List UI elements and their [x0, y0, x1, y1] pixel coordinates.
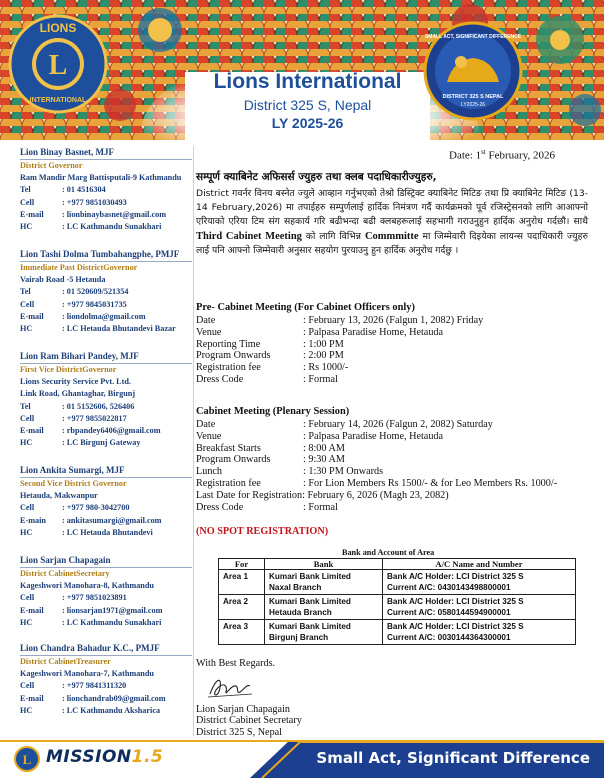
- bank-name: Kumari Bank Limited: [269, 572, 351, 581]
- contact-label: E-mail: [20, 693, 44, 703]
- date-suffix-sup: st: [481, 148, 486, 156]
- logo-text-top: LIONS: [39, 21, 77, 35]
- contact-row: [20, 592, 192, 604]
- detail-row: [196, 466, 588, 478]
- email-link[interactable]: : lionbinaybasnet@gmail.com: [62, 209, 167, 219]
- detail-row: [196, 350, 588, 362]
- contact-value: : 01 520609/521354: [62, 287, 129, 297]
- detail-label: Program Onwards: [196, 454, 271, 466]
- detail-value: : Rs 1000/-: [303, 362, 349, 374]
- letterhead-title: [195, 70, 420, 136]
- pre-cabinet-title: Pre- Cabinet Meeting (For Cabinet Officers only): [196, 302, 415, 313]
- date-rest: February, 2026: [485, 149, 555, 162]
- officer-card: [20, 248, 192, 335]
- officer-role: District Governor: [20, 161, 83, 170]
- detail-value: : Formal: [303, 501, 338, 513]
- officer-card: [20, 554, 192, 629]
- signer-title: District Cabinet Secretary: [196, 715, 302, 727]
- contact-label: Cell: [20, 593, 35, 603]
- table-row: [219, 620, 576, 645]
- contact-value: : +977 9841311320: [62, 681, 127, 691]
- bank-branch: Naxal Branch: [269, 583, 322, 592]
- area-cell: Area 3: [219, 620, 265, 645]
- pre-cabinet-details: [196, 315, 588, 386]
- area-cell: Area 2: [219, 595, 265, 620]
- contact-row: [20, 184, 192, 196]
- date-prefix: Date: 1: [449, 149, 482, 162]
- letterhead: [0, 0, 604, 140]
- officer-name: Lion Ram Bihari Pandey, MJF: [20, 351, 139, 361]
- contact-label: HC: [20, 617, 33, 627]
- account-cell: [383, 620, 576, 645]
- bank-cell: [265, 570, 383, 595]
- officer-address: Kageshwori Manohara-7, Kathmandu: [20, 669, 154, 679]
- officer-role: Immediate Past DistrictGovernor: [20, 263, 138, 272]
- officer-name: Lion Tashi Dolma Tumbahangphe, PMJF: [20, 249, 180, 259]
- bank-branch: Birgunj Branch: [269, 633, 329, 642]
- officer-card: [20, 350, 192, 449]
- contact-label: HC: [20, 222, 33, 232]
- contact-label: E-main: [20, 515, 46, 525]
- area-cell: Area 1: [219, 570, 265, 595]
- letter-body: [196, 144, 591, 744]
- detail-label: Dress Code: [196, 373, 244, 385]
- officer-card: [20, 464, 192, 539]
- salutation: सम्पूर्ण क्याबिनेट अफिसर्स ज्युहरु तथा क्लब पदाधिकारीज्युहरु,: [196, 171, 437, 183]
- signer-name: Lion Sarjan Chapagain: [196, 704, 290, 715]
- officer-card: [20, 642, 192, 717]
- detail-value: : February 14, 2026 (Falgun 2, 2082) Saturday: [303, 419, 493, 430]
- column-header: For: [219, 559, 265, 570]
- account-number: Current A/C: 0580144594900001: [387, 608, 511, 617]
- divider: [20, 159, 192, 160]
- district-theme-logo: [423, 20, 523, 122]
- email-link[interactable]: : lionsarjan1971@gmail.com: [62, 605, 163, 615]
- contact-row: [20, 425, 192, 437]
- divider: [20, 261, 192, 262]
- detail-row: [196, 315, 588, 327]
- account-number: Current A/C: 0430143498800001: [387, 583, 511, 592]
- detail-value: : Palpasa Paradise Home, Hetauda: [303, 326, 444, 338]
- cabinet-details: [196, 419, 588, 513]
- officer-address: Ram Mandir Marg Battisputali-9 Kathmandu: [20, 173, 182, 183]
- detail-label: Reporting Time: [196, 338, 261, 350]
- signer-district: District 325 S, Nepal: [196, 726, 283, 738]
- contact-row: [20, 502, 192, 514]
- contact-label: E-mail: [20, 209, 44, 219]
- contact-label: Cell: [20, 413, 35, 423]
- contact-value: : 01 5152606, 526406: [62, 401, 135, 411]
- column-header: Bank: [265, 559, 383, 570]
- detail-label: Registration fee: [196, 362, 261, 374]
- contact-row: [20, 605, 192, 617]
- divider: [20, 477, 192, 478]
- contact-label: Cell: [20, 503, 35, 513]
- officer-address: Hetauda, Makwanpur: [20, 491, 98, 501]
- svg-text:L: L: [22, 752, 32, 767]
- signer-block: [196, 704, 302, 738]
- divider: [20, 567, 192, 568]
- detail-row: [196, 431, 588, 443]
- detail-label: Date: [196, 419, 216, 430]
- detail-label: Date: [196, 315, 216, 326]
- contact-row: [20, 209, 192, 221]
- contact-label: HC: [20, 705, 33, 715]
- bank-branch: Hetauda Branch: [269, 608, 332, 617]
- detail-value: : For Lion Members Rs 1500/- & for Leo Members Rs. 1000/-: [303, 477, 558, 489]
- account-cell: [383, 570, 576, 595]
- detail-value: : Palpasa Paradise Home, Hetauda: [303, 430, 444, 442]
- para-text: District गवर्नर विनय बस्नेत ज्युले आव्हान गर्नुभएको तेश्रो डिस्ट्रिक्ट क्याबिनेट मिटिङ तथा प्रि क्याबिनेट मिटिङ (13-14 February,2026) मा तपाईहरु सम्पुर्णलाई हार्दिक निमंत्रण गर्दै कार्यक्रमको पूर्व रजिस्ट्रेसनको लागि आआफ्नो एरियाको एरिया टिम संग सहकार्य गरि बढीभन्दा बढी क्लबहरूलाई सहभागी गराउनुहुन हार्दिक अनुरोध गर्दछौ। साथै: [196, 188, 588, 228]
- detail-label: Dress Code: [196, 501, 244, 513]
- detail-value: : 2:00 PM: [303, 350, 344, 362]
- contact-row: [20, 617, 192, 629]
- registration-deadline: Last Date for Registration: February 6, 2026 (Magh 23, 2082): [196, 489, 449, 501]
- table-header-row: [219, 559, 576, 570]
- contact-row: [20, 311, 192, 323]
- contact-label: HC: [20, 324, 33, 334]
- footer-slogan: Small Act, Significant Difference: [316, 749, 590, 767]
- detail-value: : February 13, 2026 (Falgun 1, 2082) Friday: [303, 315, 484, 326]
- contact-row: [20, 286, 192, 298]
- mission-number: 1.5: [131, 747, 164, 767]
- bank-table-caption: Bank and Account of Area: [342, 548, 435, 557]
- detail-value: : 1:00 PM: [303, 338, 344, 350]
- officers-sidebar: [20, 146, 192, 736]
- officer-role: Second Vice District Governor: [20, 479, 127, 488]
- contact-value: : +977 9845031735: [62, 299, 127, 309]
- email-link[interactable]: : ankitasumargi@gmail.com: [62, 515, 162, 525]
- contact-row: [20, 323, 192, 335]
- officer-address: Vairab Road -5 Hetauda: [20, 275, 106, 285]
- account-cell: [383, 595, 576, 620]
- bank-name: Kumari Bank Limited: [269, 597, 351, 606]
- bank-name: Kumari Bank Limited: [269, 622, 351, 631]
- contact-label: E-mail: [20, 426, 44, 436]
- mission-logo-text: [46, 747, 163, 767]
- detail-value: : 9:30 AM: [303, 454, 345, 466]
- contact-value: : LC Kathmandu Aksharica: [62, 705, 161, 715]
- table-row: [219, 595, 576, 620]
- para-bold-meeting: Third Cabinet Meeting: [196, 230, 302, 242]
- contact-value: : LC Kathmandu Sunakhari: [62, 617, 162, 627]
- divider: [20, 655, 192, 656]
- mission-word: MISSION: [46, 747, 132, 767]
- detail-row: [196, 454, 588, 466]
- contact-label: Tel: [20, 287, 31, 297]
- email-link[interactable]: : rbpandey6406@gmail.com: [62, 426, 161, 436]
- bank-cell: [265, 595, 383, 620]
- detail-value: : 8:00 AM: [303, 442, 345, 454]
- email-link[interactable]: : liondolma@gmail.com: [62, 311, 146, 321]
- officer-address: Kageshwori Manohara-8, Kathmandu: [20, 581, 154, 591]
- detail-row: [196, 478, 588, 490]
- detail-row: [196, 502, 588, 514]
- lions-international-logo: [8, 4, 108, 122]
- account-number: Current A/C: 0030144364300001: [387, 633, 511, 642]
- column-header: A/C Name and Number: [383, 559, 576, 570]
- contact-row: [20, 515, 192, 527]
- officer-name: Lion Ankita Sumargi, MJF: [20, 465, 125, 475]
- contact-value: : LC Hetauda Bhutandevi: [62, 527, 153, 537]
- email-link[interactable]: : lionchandrab09@gmail.com: [62, 693, 166, 703]
- right-logo-slogan: SMALL ACT, SIGNIFICANT DIFFERENCE: [424, 34, 522, 40]
- organization-name: Lions International: [213, 70, 402, 93]
- account-holder: Bank A/C Holder: LCI District 325 S: [387, 597, 524, 606]
- contact-label: HC: [20, 438, 33, 448]
- district-name: District 325 S, Nepal: [243, 97, 372, 113]
- lions-emblem-icon: [14, 746, 40, 772]
- officer-name: Lion Binay Basnet, MJF: [20, 147, 115, 157]
- table-row: [219, 570, 576, 595]
- detail-row: [196, 419, 588, 431]
- contact-label: Tel: [20, 185, 31, 195]
- detail-label: Program Onwards: [196, 350, 271, 362]
- no-spot-registration-notice: (NO SPOT REGISTRATION): [196, 526, 329, 537]
- contact-row: [20, 413, 192, 425]
- para-text: मा जिम्मेवारी दिइयेका लायन्स पदाधिकारी ज्युहरु लाई पनि आफ्नो जिम्मेवारी अनुसार सहयोग पुरयाउनु हुन हार्दिक अनुरोध गर्दछु ।: [196, 230, 588, 256]
- contact-label: E-mail: [20, 605, 44, 615]
- invitation-paragraph: [196, 187, 588, 258]
- detail-label: Breakfast Starts: [196, 442, 261, 454]
- right-logo-year: LY2025-26: [460, 102, 486, 108]
- contact-row: [20, 437, 192, 449]
- contact-label: Tel: [20, 401, 31, 411]
- officer-role: First Vice DistrictGovernor: [20, 365, 117, 374]
- contact-value: : +977 9851030493: [62, 197, 127, 207]
- detail-row: [196, 443, 588, 455]
- closing-regards: With Best Regards.: [196, 658, 276, 669]
- contact-row: [20, 197, 192, 209]
- detail-row: [196, 362, 588, 374]
- logo-text-bottom: INTERNATIONAL: [29, 97, 87, 104]
- contact-label: E-mail: [20, 311, 44, 321]
- contact-label: Cell: [20, 299, 35, 309]
- detail-label: Venue: [196, 430, 222, 442]
- detail-label: Registration fee: [196, 477, 261, 489]
- bank-cell: [265, 620, 383, 645]
- detail-value: : Formal: [303, 373, 338, 385]
- officer-role: District CabinetTreasurer: [20, 657, 111, 666]
- account-holder: Bank A/C Holder: LCI District 325 S: [387, 622, 524, 631]
- detail-label: Venue: [196, 326, 222, 338]
- contact-label: HC: [20, 527, 33, 537]
- contact-row: [20, 693, 192, 705]
- contact-value: : +977 9855022817: [62, 413, 127, 423]
- contact-label: Cell: [20, 197, 35, 207]
- letter-date: [449, 148, 555, 162]
- contact-row: [20, 299, 192, 311]
- detail-row: [196, 339, 588, 351]
- officer-address: Link Road, Ghantaghar, Birgunj: [20, 389, 136, 399]
- detail-row: [196, 327, 588, 339]
- detail-value: : 1:30 PM Onwards: [303, 466, 384, 478]
- officer-card: [20, 146, 192, 233]
- sidebar-divider: [193, 146, 194, 736]
- divider: [20, 363, 192, 364]
- contact-row: [20, 401, 192, 413]
- bank-accounts-table: [218, 558, 576, 645]
- contact-row: [20, 527, 192, 539]
- detail-label: Lunch: [196, 466, 223, 478]
- para-bold-committee: Commmitte: [364, 230, 419, 242]
- detail-row: [196, 374, 588, 386]
- account-holder: Bank A/C Holder: LCI District 325 S: [387, 572, 524, 581]
- contact-value: : +977 9851023891: [62, 593, 127, 603]
- right-logo-district: DISTRICT 325 S NEPAL: [442, 94, 504, 100]
- signature-image: [206, 672, 256, 702]
- officer-name: Lion Sarjan Chapagain: [20, 555, 111, 565]
- contact-value: : 01 4516304: [62, 185, 106, 195]
- contact-row: [20, 221, 192, 233]
- officer-name: Lion Chandra Bahadur K.C., PMJF: [20, 643, 160, 653]
- officer-address: Lions Security Service Pvt. Ltd.: [20, 377, 131, 387]
- cabinet-title: Cabinet Meeting (Plenary Session): [196, 406, 350, 417]
- contact-label: Cell: [20, 681, 35, 691]
- contact-row: [20, 705, 192, 717]
- officer-role: District CabinetSecretary: [20, 569, 110, 578]
- svg-text:L: L: [48, 50, 68, 81]
- contact-value: : LC Birgunj Gateway: [62, 438, 141, 448]
- para-text: को लागि विभिन्न: [301, 230, 365, 242]
- contact-row: [20, 680, 192, 692]
- contact-value: : LC Hetauda Bhutandevi Bazar: [62, 324, 176, 334]
- contact-value: : LC Kathmandu Sunakhari: [62, 222, 162, 232]
- contact-value: : +977 980-3042700: [62, 503, 130, 513]
- lions-year: LY 2025-26: [271, 115, 344, 131]
- footer-banner: [0, 740, 604, 778]
